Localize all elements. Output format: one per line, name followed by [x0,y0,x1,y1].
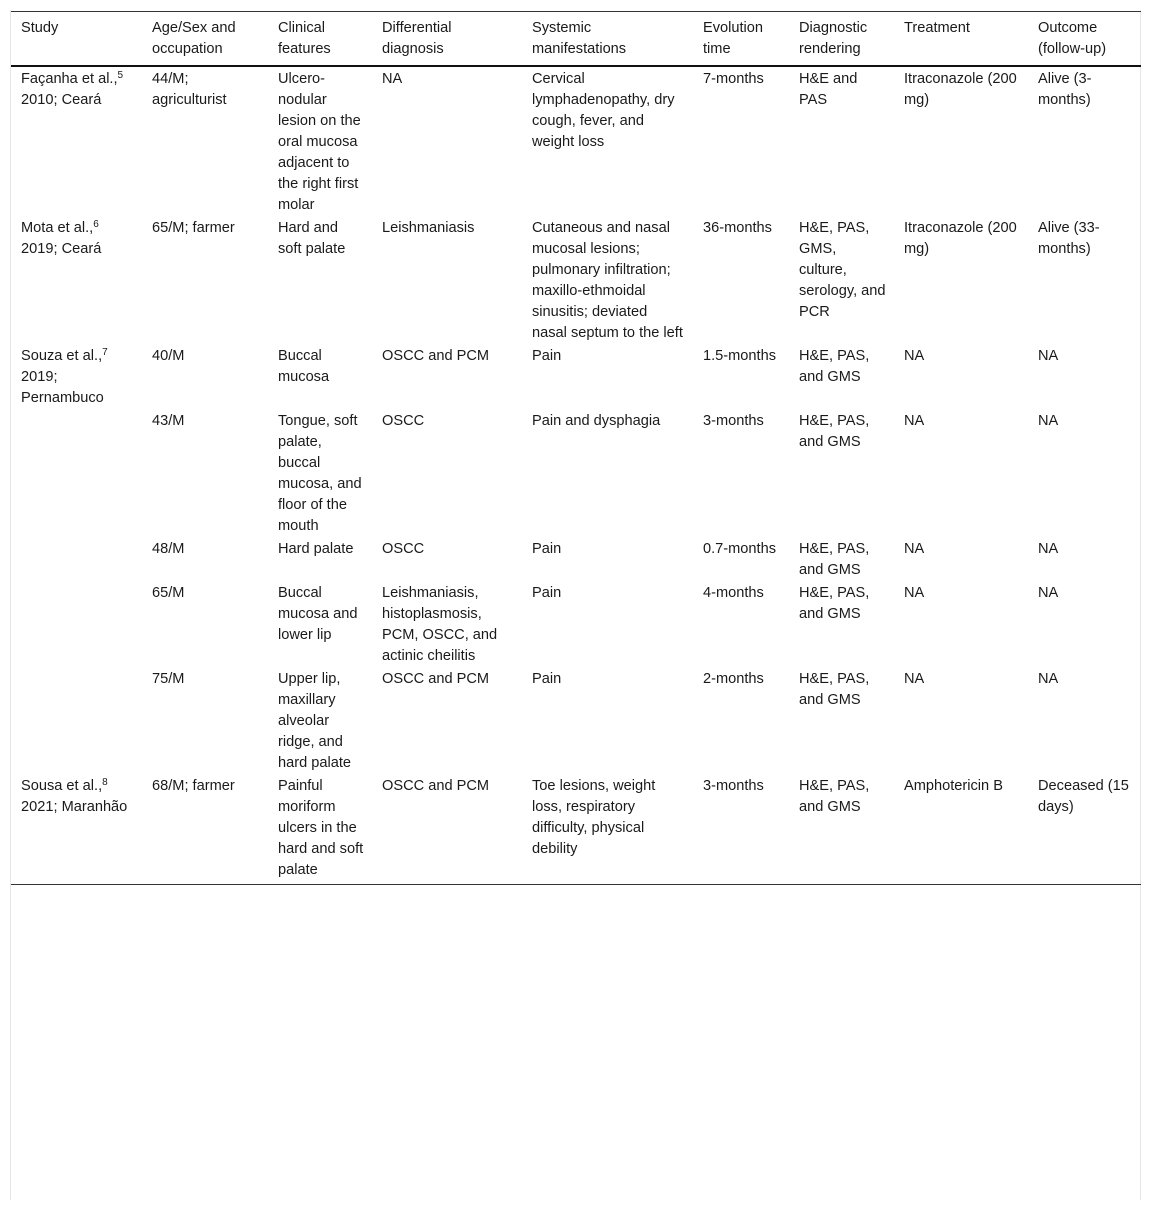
cell-clinical-features: Tongue, soft palate, buccal mucosa, and floor of the mouth [278,413,362,534]
header-age-sex: Age/Sex and occupation [152,20,236,57]
reference-number: 7 [102,347,108,358]
cell-study: Sousa et al.,$^8$ 2021; Maranhão [21,777,128,815]
case-reports-table [11,11,1141,885]
cell-diagnostic-rendering: H&E, PAS, and GMS [799,671,870,708]
cell-outcome: Alive (3-months) [1038,71,1092,108]
header-treatment: Treatment [904,20,970,36]
cell-outcome: NA [1038,413,1059,429]
cell-study [11,537,142,581]
cell-study: Souza et al.,$^7$ 2019; Pernambuco [21,347,108,406]
cell-study: Façanha et al.,$^5$ 2010; Ceará [21,70,124,108]
cell-clinical-features: Buccal mucosa [278,348,330,385]
cell-study: Mota et al.,$^6$ 2019; Ceará [21,219,102,257]
cell-clinical-features: Buccal mucosa and lower lip [278,585,358,643]
table-row [11,537,1141,581]
cell-age-sex: 75/M [152,671,185,687]
cell-diagnostic-rendering: H&E, PAS, and GMS [799,348,870,385]
table-row [11,409,1141,537]
cell-evolution-time: 3-months [703,778,764,794]
reference-number: 6 [93,219,99,230]
cell-treatment: NA [904,413,925,429]
cell-diagnostic-rendering: H&E, PAS, and GMS [799,585,870,622]
cell-evolution-time: 1.5-months [703,348,777,364]
table-row [11,774,1141,885]
cell-treatment: NA [904,671,925,687]
cell-systemic-manifestations: Cervical lymphadenopathy, dry cough, fever, and weight loss [532,71,675,150]
cell-age-sex: 44/M; agriculturist [152,71,227,108]
cell-age-sex: 40/M [152,348,185,364]
cell-differential-diagnosis: OSCC [382,541,425,557]
cell-outcome: NA [1038,671,1059,687]
cell-treatment: NA [904,348,925,364]
cell-differential-diagnosis: OSCC and PCM [382,348,490,364]
cell-treatment: NA [904,585,925,601]
cell-differential-diagnosis: OSCC [382,413,425,429]
cell-outcome: NA [1038,348,1059,364]
header-evolution-time: Evolution time [703,20,764,57]
table-row [11,667,1141,774]
cell-outcome: NA [1038,541,1059,557]
cell-evolution-time: 0.7-months [703,541,777,557]
cell-diagnostic-rendering: H&E and PAS [799,71,858,108]
cell-differential-diagnosis: Leishmaniasis [382,220,475,236]
reference-number: 5 [117,70,124,81]
cell-differential-diagnosis: OSCC and PCM [382,671,490,687]
cell-treatment: Amphotericin B [904,778,1003,794]
table-header-row [11,12,1141,67]
reference-number: 8 [102,777,108,788]
cell-evolution-time: 4-months [703,585,764,601]
cell-clinical-features: Painful moriform ulcers in the hard and soft palate [278,778,364,878]
header-clinical-features: Clinical features [278,20,331,57]
cell-clinical-features: Hard and soft palate [278,220,346,257]
header-systemic-manifestations: Systemic manifestations [532,20,627,57]
cell-diagnostic-rendering: H&E, PAS, and GMS [799,541,870,578]
cell-evolution-time: 36-months [703,220,772,236]
cell-outcome: NA [1038,585,1059,601]
cell-treatment: Itraconazole (200 mg) [904,220,1017,257]
header-differential-diagnosis: Differential diagnosis [382,20,452,57]
cell-age-sex: 68/M; farmer [152,778,235,794]
cell-systemic-manifestations: Pain [532,541,562,557]
cell-systemic-manifestations: Pain [532,671,562,687]
cell-treatment: Itraconazole (200 mg) [904,71,1017,108]
cell-clinical-features: Upper lip, maxillary alveolar ridge, and hard palate [278,671,352,771]
cell-study [11,409,142,537]
cell-study [11,581,142,667]
cell-systemic-manifestations: Toe lesions, weight loss, respiratory difficulty, physical debility [532,778,656,857]
cell-outcome: Deceased (15 days) [1038,778,1129,815]
header-outcome: Outcome (follow-up) [1038,20,1107,57]
cell-clinical-features: Hard palate [278,541,354,557]
cell-differential-diagnosis: Leishmaniasis, histoplasmosis, PCM, OSCC, and actinic cheilitis [382,585,498,664]
cell-evolution-time: 7-months [703,71,764,87]
cell-differential-diagnosis: NA [382,71,403,87]
cell-evolution-time: 3-months [703,413,764,429]
cell-systemic-manifestations: Pain and dysphagia [532,413,661,429]
cell-diagnostic-rendering: H&E, PAS, and GMS [799,413,870,450]
cell-age-sex: 43/M [152,413,185,429]
header-study: Study [21,20,59,36]
cell-systemic-manifestations: Pain [532,348,562,364]
cell-study [11,667,142,774]
cell-age-sex: 65/M [152,585,185,601]
cell-diagnostic-rendering: H&E, PAS, and GMS [799,778,870,815]
cell-outcome: Alive (33-months) [1038,220,1100,257]
table-row [11,216,1141,344]
cell-diagnostic-rendering: H&E, PAS, GMS, culture, serology, and PCR [799,220,886,320]
table-row [11,581,1141,667]
cell-differential-diagnosis: OSCC and PCM [382,778,490,794]
table-row [11,344,1141,409]
cell-age-sex: 65/M; farmer [152,220,235,236]
cell-evolution-time: 2-months [703,671,764,687]
cell-systemic-manifestations: Pain [532,585,562,601]
cell-clinical-features: Ulcero-nodular lesion on the oral mucosa adjacent to the right first molar [278,71,361,213]
header-diagnostic-rendering: Diagnostic rendering [799,20,868,57]
cell-age-sex: 48/M [152,541,185,557]
cell-systemic-manifestations: Cutaneous and nasal mucosal lesions; pulmonary infiltration; maxillo-ethmoidal sinusitis; deviated nasal septum to the left [532,220,683,341]
table-row [11,66,1141,216]
cell-treatment: NA [904,541,925,557]
